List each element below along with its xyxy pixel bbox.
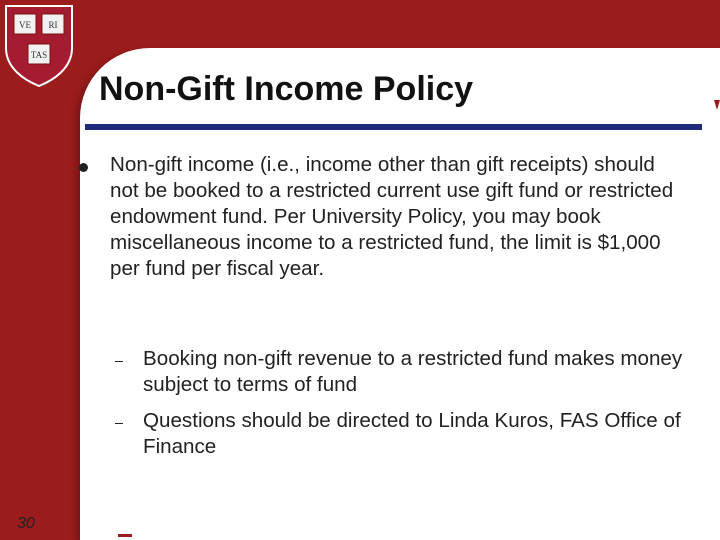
title-divider [85, 124, 702, 130]
dash-icon [115, 361, 123, 362]
dash-icon [115, 423, 123, 424]
slide-title: Non-Gift Income Policy [99, 70, 474, 108]
harvard-shield-icon [2, 2, 76, 88]
sub-bullet-text-1: Booking non-gift revenue to a restricted fund makes money subject to terms of fund [143, 347, 683, 396]
sub-bullet-text-2: Questions should be directed to Linda Kuros, FAS Office of Finance [143, 409, 681, 458]
slide-number: 30 [17, 515, 35, 532]
edge-tick-mark [714, 100, 720, 110]
slide-panel [80, 48, 720, 540]
shield-book-text-3: TAS [30, 50, 48, 60]
shield-book-text-2: RI [48, 20, 58, 30]
bullet-dot-icon [79, 163, 88, 172]
shield-book-text-1: VE [19, 20, 31, 30]
footer-mark [118, 534, 132, 537]
main-bullet-text: Non-gift income (i.e., income other than gift receipts) should not be booked to a restricted current use gift fund or restricted endowment fund. Per University Policy, you may book miscellaneous income to a restricted fund, the limit is $1,000 per fund per fiscal year. [110, 153, 674, 280]
